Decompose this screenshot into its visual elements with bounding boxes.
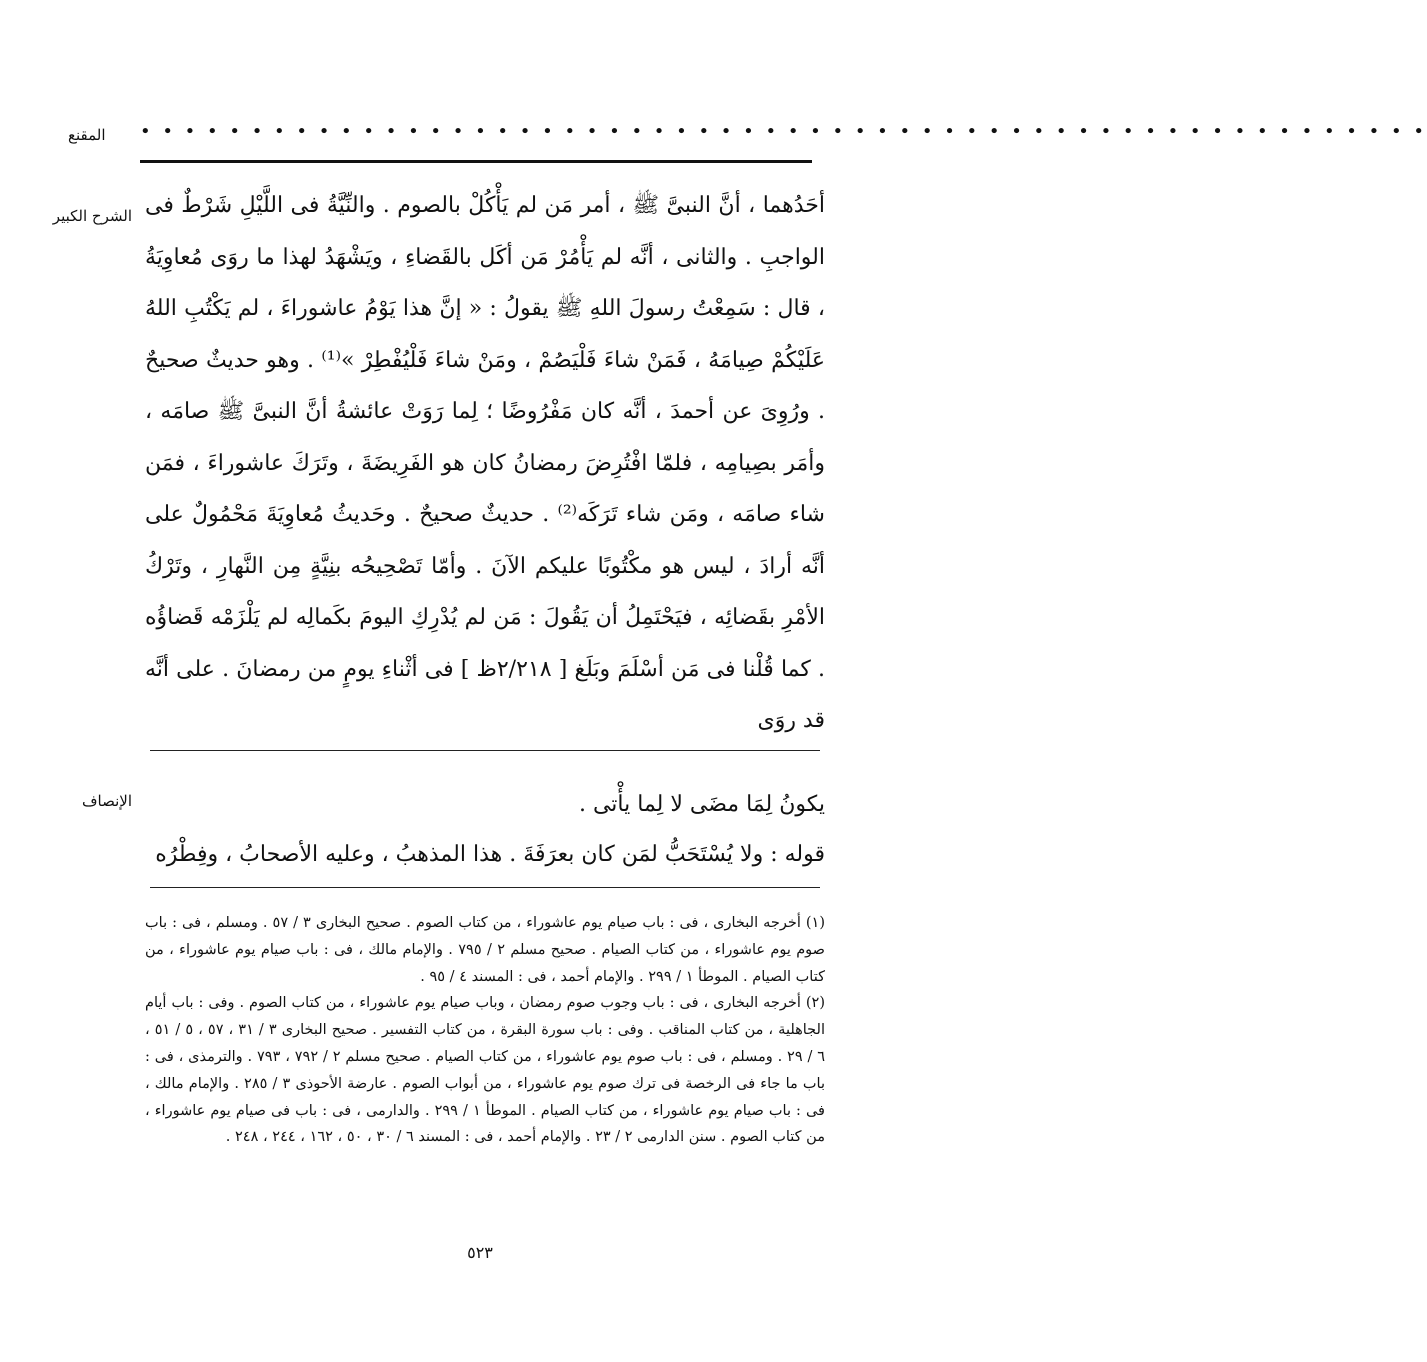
running-header-title: المقنع — [68, 126, 106, 144]
sharh-body-text — [145, 180, 825, 747]
margin-label-sharh: الشرح الكبير — [52, 207, 132, 225]
header-dotted-leader: • • • • • • • • • • • • • • • • • • • • • • • • • • • • • • • • • • • • • • • • • • • • • • • • • • • • • • • • • • — [140, 121, 1427, 142]
section-divider — [150, 750, 820, 751]
footnote-2: (٢) أخرجه البخارى ، فى : باب وجوب صوم رمضان ، وباب صيام يوم عاشوراء ، من كتاب الصوم . وفى : باب أيام الجاهلية ، من كتاب المناقب . وفى : باب سورة البقرة ، من كتاب التفسير . صحيح البخارى ٣ / ٣١ ، ٥٧ ، ٥ / ٥١ ، ٦ / ٢٩ . ومسلم ، فى : باب صوم يوم عاشوراء ، من كتاب الصيام . صحيح مسلم ٢ / ٧٩٢ ، ٧٩٣ . والترمذى ، فى : باب ما جاء فى الرخصة فى ترك صوم يوم عاشوراء ، من أبواب الصوم . عارضة الأحوذى ٣ / ٢٨٥ . والإمام مالك ، فى : باب صيام يوم عاشوراء ، من كتاب الصيام . الموطأ ١ / ٢٩٩ . والدارمى ، فى : باب فى صيام يوم عاشوراء ، من كتاب الصوم . سنن الدارمى ٢ / ٢٣ . والإمام أحمد ، فى : المسند ٦ / ٣٠ ، ٥٠ ، ١٦٢ ، ٢٤٤ ، ٢٤٨ . — [145, 995, 826, 1146]
sharh-paragraph: أحَدُهما ، أنَّ النبىَّ ﷺ ، أمر مَن لم يَأْكُلْ بالصوم . والنِّيَّةُ فى اللَّيْلِ شَرْطٌ فى الواجبِ . والثانى ، أنَّه لم يَأْمُرْ مَن أكَل بالقَضاءِ ، ويَشْهَدُ لهذا ما روَى مُعاوِيَةُ ، قال : سَمِعْتُ رسولَ اللهِ ﷺ يقولُ : « إنَّ هذا يَوْمُ عاشوراءَ ، لم يَكْتُبِ اللهُ عَلَيْكُمْ صِيامَهُ ، فَمَنْ شاءَ فَلْيَصُمْ ، ومَنْ شاءَ فَلْيُفْطِرْ »⁽¹⁾ . وهو حديثٌ صحيحٌ . ورُوِىَ عن أحمدَ ، أنَّه كان مَفْرُوضًا ؛ لِما رَوَتْ عائشةُ أنَّ النبىَّ ﷺ صامَه ، وأمَر بصِيامِه ، فلمّا افْتُرِضَ رمضانُ كان هو الفَرِيضَةَ ، وتَرَكَ عاشوراءَ ، فمَن شاء صامَه ، ومَن شاء تَرَكَه⁽²⁾ . حديثٌ صحيحٌ . وحَديثُ مُعاوِيَةَ مَحْمُولٌ على أنَّه أرادَ ، ليس هو مكْتُوبًا عليكم الآنَ . وأمّا تَصْحِيحُه بنِيَّةٍ مِن النَّهارِ ، وتَرْكُ الأمْرِ بقَضائِه ، فيَحْتَمِلُ أن يَقُولَ : مَن لم يُدْرِكِ اليومَ بكَمالِه لم يَلْزَمْه قَضاؤُه . كما قُلْنا فى مَن أسْلَمَ وبَلَغ [ ٢/٢١٨ظ ] فى أثْناءِ يومٍ من رمضانَ . على أنَّه قد روَى — [145, 193, 825, 733]
page-number: ٥٢٣ — [467, 1243, 493, 1262]
insaf-line: يكونُ لِمَا مضَى لا لِما يأْتى . — [578, 792, 825, 817]
insaf-line: قوله : ولا يُسْتَحَبُّ لمَن كان بعرَفَةَ . هذا المذهبُ ، وعليه الأصحابُ ، وفِطْرُه — [155, 842, 825, 867]
header-rule — [140, 160, 812, 163]
margin-label-insaf: الإنصاف — [81, 792, 132, 810]
insaf-body-text — [150, 780, 825, 880]
footnote-1: (١) أخرجه البخارى ، فى : باب صيام يوم عاشوراء ، من كتاب الصوم . صحيح البخارى ٣ / ٥٧ . ومسلم ، فى : باب صوم يوم عاشوراء ، من كتاب الصيام . صحيح مسلم ٢ / ٧٩٥ . والإمام مالك ، فى : باب صيام يوم عاشوراء ، من كتاب الصيام . الموطأ ١ / ٢٩٩ . والإمام أحمد ، فى : المسند ٤ / ٩٥ . — [145, 915, 826, 985]
footnotes — [145, 910, 825, 1151]
footnote-divider — [150, 887, 820, 888]
